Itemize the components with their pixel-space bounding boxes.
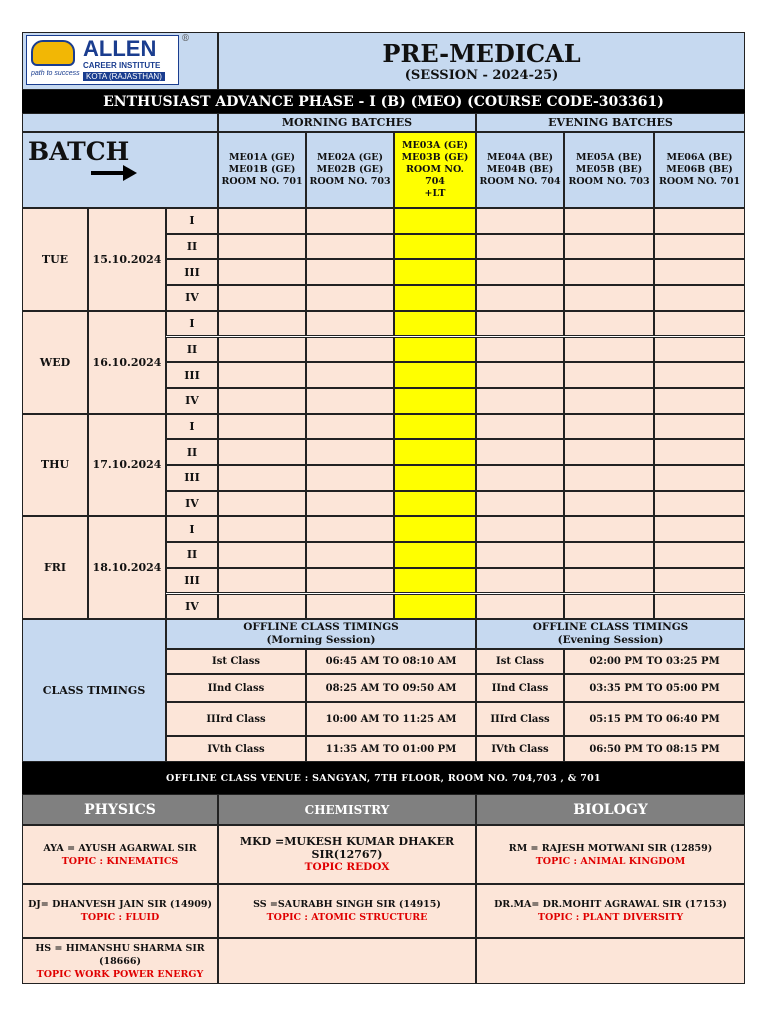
evening-time: 03:35 PM TO 05:00 PM <box>589 682 720 694</box>
evening-timings-header <box>476 619 745 649</box>
period-label: I <box>189 522 195 536</box>
subject-name: PHYSICS <box>84 801 156 818</box>
subject-header <box>476 794 745 825</box>
logo-tagline: path to success <box>31 70 80 77</box>
evening-class-time <box>564 702 745 736</box>
schedule-slot[interactable] <box>394 414 476 440</box>
schedule-slot[interactable] <box>654 516 745 542</box>
batch-line: ME06A (BE) <box>666 152 733 163</box>
faculty-topic: TOPIC : ATOMIC STRUCTURE <box>266 912 428 923</box>
faculty-cell <box>218 938 476 984</box>
faculty-cell <box>476 938 745 984</box>
evening-time: 06:50 PM TO 08:15 PM <box>589 743 720 755</box>
schedule-slot[interactable] <box>394 491 476 517</box>
schedule-slot[interactable] <box>564 414 654 440</box>
schedule-slot[interactable] <box>476 234 564 260</box>
schedule-slot[interactable] <box>654 439 745 465</box>
class-name: IIIrd Class <box>490 713 550 725</box>
day-name: THU <box>40 458 70 472</box>
schedule-slot[interactable] <box>476 542 564 568</box>
schedule-slot[interactable] <box>218 208 306 234</box>
schedule-slot[interactable] <box>564 516 654 542</box>
period-label: III <box>184 368 200 382</box>
schedule-slot[interactable] <box>476 208 564 234</box>
class-name: IVth Class <box>491 743 549 755</box>
schedule-slot[interactable] <box>306 516 394 542</box>
subject-header <box>22 794 218 825</box>
schedule-slot[interactable] <box>476 414 564 440</box>
evening-class-time <box>564 674 745 702</box>
batch-line: ME03B (GE) <box>401 152 469 163</box>
schedule-slot[interactable] <box>476 362 564 388</box>
venue-text: OFFLINE CLASS VENUE : SANGYAN, 7TH FLOOR, ROOM NO. 704,703 , & 701 <box>166 772 601 784</box>
schedule-slot[interactable] <box>654 388 745 414</box>
morning-class-time <box>306 649 476 674</box>
venue-banner <box>22 762 745 794</box>
period-cell <box>166 285 218 311</box>
schedule-slot[interactable] <box>476 259 564 285</box>
schedule-slot[interactable] <box>306 491 394 517</box>
evening-class-time <box>564 649 745 674</box>
faculty-topic: TOPIC : KINEMATICS <box>61 855 179 867</box>
faculty-cell <box>476 825 745 884</box>
faculty-name: MKD =MUKESH KUMAR DHAKER SIR(12767) <box>239 835 455 861</box>
date-text: 15.10.2024 <box>92 252 162 266</box>
period-cell <box>166 439 218 465</box>
course-banner-text: ENTHUSIAST ADVANCE PHASE - I (B) (MEO) (COURSE CODE-303361) <box>103 93 664 110</box>
period-cell <box>166 465 218 491</box>
schedule-slot[interactable] <box>394 337 476 363</box>
class-name: IInd Class <box>491 682 549 694</box>
schedule-slot[interactable] <box>564 568 654 594</box>
day-cell <box>22 516 88 619</box>
schedule-slot[interactable] <box>654 465 745 491</box>
evening-class-name <box>476 674 564 702</box>
period-cell <box>166 414 218 440</box>
period-label: III <box>184 265 200 279</box>
schedule-slot[interactable] <box>394 542 476 568</box>
evening-class-name <box>476 702 564 736</box>
faculty-topic: TOPIC : ANIMAL KINGDOM <box>535 855 686 867</box>
batch-line: ME04A (BE) <box>487 152 553 163</box>
schedule-slot[interactable] <box>218 362 306 388</box>
schedule-slot[interactable] <box>564 234 654 260</box>
schedule-slot[interactable] <box>394 285 476 311</box>
logo-brand: ALLEN <box>83 36 157 61</box>
schedule-slot[interactable] <box>476 337 564 363</box>
schedule-slot[interactable] <box>394 516 476 542</box>
schedule-slot[interactable] <box>306 285 394 311</box>
morning-timings-subtitle: (Morning Session) <box>266 634 376 646</box>
morning-time: 06:45 AM TO 08:10 AM <box>325 656 457 667</box>
schedule-slot[interactable] <box>476 465 564 491</box>
batch-line: ROOM NO. 704 <box>406 164 464 187</box>
schedule-slot[interactable] <box>394 439 476 465</box>
period-label: I <box>189 419 195 433</box>
class-name: Ist Class <box>212 656 260 667</box>
schedule-slot[interactable] <box>306 388 394 414</box>
period-cell <box>166 594 218 620</box>
batch-line: ME01A (GE) <box>229 152 295 163</box>
faculty-cell <box>22 825 218 884</box>
morning-class-name <box>166 736 306 762</box>
schedule-slot[interactable] <box>564 594 654 620</box>
schedule-slot[interactable] <box>476 491 564 517</box>
allen-logo <box>26 35 179 85</box>
period-cell <box>166 542 218 568</box>
batch-line: ROOM NO. 701 <box>658 176 741 187</box>
faculty-cell <box>218 825 476 884</box>
arrow-right-icon <box>91 165 139 185</box>
faculty-cell <box>218 884 476 938</box>
morning-class-name <box>166 674 306 702</box>
page-title: PRE-MEDICAL <box>382 39 581 68</box>
schedule-slot[interactable] <box>218 337 306 363</box>
course-banner <box>22 90 745 113</box>
schedule-slot[interactable] <box>476 388 564 414</box>
batch-header-4 <box>476 132 564 208</box>
period-cell <box>166 208 218 234</box>
schedule-slot[interactable] <box>564 259 654 285</box>
day-name: FRI <box>43 561 67 575</box>
period-cell <box>166 568 218 594</box>
evening-timings-subtitle: (Evening Session) <box>557 634 664 646</box>
period-cell <box>166 259 218 285</box>
class-name: Ist Class <box>496 656 544 667</box>
morning-class-time <box>306 674 476 702</box>
morning-timings-header <box>166 619 476 649</box>
day-cell <box>22 208 88 311</box>
schedule-slot[interactable] <box>218 542 306 568</box>
period-label: IV <box>185 394 199 408</box>
schedule-slot[interactable] <box>394 234 476 260</box>
schedule-slot[interactable] <box>218 311 306 337</box>
faculty-topic: TOPIC : FLUID <box>80 912 160 923</box>
schedule-slot[interactable] <box>306 542 394 568</box>
schedule-slot[interactable] <box>306 234 394 260</box>
faculty-topic: TOPIC WORK POWER ENERGY <box>36 968 204 980</box>
batch-line: ROOM NO. 703 <box>309 176 391 187</box>
period-label: II <box>186 548 198 562</box>
period-label: I <box>189 214 195 228</box>
batch-top-spacer <box>22 113 218 132</box>
schedule-slot[interactable] <box>218 285 306 311</box>
batch-label-cell <box>22 132 218 208</box>
batch-line: ME05B (BE) <box>575 164 643 175</box>
period-cell <box>166 516 218 542</box>
schedule-slot[interactable] <box>394 465 476 491</box>
morning-time: 11:35 AM TO 01:00 PM <box>325 743 457 755</box>
schedule-slot[interactable] <box>218 388 306 414</box>
evening-time: 02:00 PM TO 03:25 PM <box>589 656 720 667</box>
batch-header-6 <box>654 132 745 208</box>
morning-class-time <box>306 702 476 736</box>
date-cell <box>88 414 166 517</box>
schedule-slot[interactable] <box>654 542 745 568</box>
date-text: 18.10.2024 <box>92 561 162 575</box>
schedule-slot[interactable] <box>654 491 745 517</box>
schedule-slot[interactable] <box>394 388 476 414</box>
period-label: IV <box>185 291 199 305</box>
schedule-slot[interactable] <box>306 414 394 440</box>
evening-class-name <box>476 649 564 674</box>
period-label: IV <box>185 497 199 511</box>
class-name: IVth Class <box>207 743 265 755</box>
schedule-slot[interactable] <box>654 337 745 363</box>
period-label: III <box>184 471 200 485</box>
morning-class-time <box>306 736 476 762</box>
schedule-slot[interactable] <box>564 362 654 388</box>
period-label: II <box>186 445 198 459</box>
evening-class-time <box>564 736 745 762</box>
schedule-slot[interactable] <box>476 311 564 337</box>
faculty-topic: TOPIC REDOX <box>304 861 390 873</box>
schedule-slot[interactable] <box>476 594 564 620</box>
period-label: II <box>186 240 198 254</box>
class-timings-label-cell <box>22 619 166 762</box>
evening-header-text: EVENING BATCHES <box>548 116 673 129</box>
batch-line: ROOM NO. 703 <box>568 176 650 187</box>
schedule-slot[interactable] <box>654 568 745 594</box>
batch-line: ME06B (BE) <box>666 164 733 175</box>
schedule-slot[interactable] <box>654 362 745 388</box>
date-text: 16.10.2024 <box>92 355 162 369</box>
schedule-slot[interactable] <box>476 516 564 542</box>
day-cell <box>22 414 88 517</box>
schedule-slot[interactable] <box>654 285 745 311</box>
day-name: WED <box>39 355 71 369</box>
schedule-slot[interactable] <box>218 439 306 465</box>
subject-header <box>218 794 476 825</box>
schedule-slot[interactable] <box>306 311 394 337</box>
class-timings-label: CLASS TIMINGS <box>42 684 146 697</box>
owl-mascot-icon <box>31 40 75 66</box>
faculty-name: SS =SAURABH SINGH SIR (14915) <box>253 899 441 910</box>
evening-time: 05:15 PM TO 06:40 PM <box>589 713 720 725</box>
schedule-slot[interactable] <box>306 259 394 285</box>
schedule-slot[interactable] <box>218 414 306 440</box>
batch-line: ROOM NO. 704 <box>479 176 561 187</box>
faculty-name: RM = RAJESH MOTWANI SIR (12859) <box>508 842 713 854</box>
morning-batches-header <box>218 113 476 132</box>
schedule-slot[interactable] <box>306 208 394 234</box>
batch-line: ME04B (BE) <box>486 164 554 175</box>
batch-label: BATCH <box>28 137 130 166</box>
logo-line1: CAREER INSTITUTE <box>83 61 161 70</box>
schedule-slot[interactable] <box>306 594 394 620</box>
class-name: IInd Class <box>207 682 265 694</box>
subject-name: CHEMISTRY <box>304 802 390 817</box>
schedule-slot[interactable] <box>218 259 306 285</box>
period-cell <box>166 388 218 414</box>
morning-time: 10:00 AM TO 11:25 AM <box>325 713 457 725</box>
evening-timings-title: OFFLINE CLASS TIMINGS <box>532 621 689 633</box>
batch-line: ME02A (GE) <box>317 152 383 163</box>
schedule-slot[interactable] <box>218 516 306 542</box>
batch-header-5 <box>564 132 654 208</box>
schedule-slot[interactable] <box>564 311 654 337</box>
schedule-slot[interactable] <box>654 311 745 337</box>
schedule-slot[interactable] <box>564 491 654 517</box>
schedule-slot[interactable] <box>394 594 476 620</box>
faculty-cell <box>22 884 218 938</box>
schedule-slot[interactable] <box>218 594 306 620</box>
morning-header-text: MORNING BATCHES <box>281 116 413 129</box>
session-label: (SESSION - 2024-25) <box>404 68 559 83</box>
schedule-slot[interactable] <box>564 542 654 568</box>
schedule-slot[interactable] <box>654 259 745 285</box>
schedule-slot[interactable] <box>394 259 476 285</box>
faculty-name: AYA = AYUSH AGARWAL SIR <box>43 842 197 854</box>
registered-mark-icon: ® <box>181 34 190 44</box>
subject-name: BIOLOGY <box>573 801 648 818</box>
schedule-slot[interactable] <box>218 568 306 594</box>
batch-line: ROOM NO. 701 <box>221 176 303 187</box>
schedule-slot[interactable] <box>306 568 394 594</box>
date-cell <box>88 311 166 414</box>
schedule-slot[interactable] <box>394 311 476 337</box>
period-label: IV <box>185 599 199 613</box>
batch-header-2 <box>306 132 394 208</box>
date-cell <box>88 208 166 311</box>
day-cell <box>22 311 88 414</box>
morning-timings-title: OFFLINE CLASS TIMINGS <box>243 621 399 633</box>
period-cell <box>166 311 218 337</box>
schedule-slot[interactable] <box>654 414 745 440</box>
schedule-slot[interactable] <box>306 465 394 491</box>
schedule-slot[interactable] <box>564 337 654 363</box>
schedule-slot[interactable] <box>654 234 745 260</box>
morning-class-name <box>166 649 306 674</box>
period-label: III <box>184 574 200 588</box>
date-cell <box>88 516 166 619</box>
schedule-slot[interactable] <box>654 208 745 234</box>
batch-line: ME03A (GE) <box>402 140 468 151</box>
faculty-name: DR.MA= DR.MOHIT AGRAWAL SIR (17153) <box>494 899 727 910</box>
faculty-cell <box>22 938 218 984</box>
period-label: II <box>186 342 198 356</box>
batch-header-3 <box>394 132 476 208</box>
schedule-slot[interactable] <box>476 285 564 311</box>
schedule-slot[interactable] <box>394 568 476 594</box>
schedule-slot[interactable] <box>476 568 564 594</box>
faculty-cell <box>476 884 745 938</box>
schedule-slot[interactable] <box>218 234 306 260</box>
class-name: IIIrd Class <box>206 713 266 725</box>
period-cell <box>166 491 218 517</box>
schedule-slot[interactable] <box>306 337 394 363</box>
schedule-slot[interactable] <box>564 388 654 414</box>
schedule-slot[interactable] <box>394 362 476 388</box>
faculty-name: HS = HIMANSHU SHARMA SIR (18666) <box>35 942 205 967</box>
faculty-topic: TOPIC : PLANT DIVERSITY <box>537 912 684 923</box>
date-text: 17.10.2024 <box>92 458 162 472</box>
schedule-slot[interactable] <box>306 439 394 465</box>
schedule-slot[interactable] <box>564 285 654 311</box>
batch-line: ME05A (BE) <box>576 152 642 163</box>
batch-line: ME02B (GE) <box>316 164 384 175</box>
evening-class-name <box>476 736 564 762</box>
faculty-name: DJ= DHANVESH JAIN SIR (14909) <box>28 899 212 910</box>
schedule-slot[interactable] <box>306 362 394 388</box>
schedule-slot[interactable] <box>564 208 654 234</box>
period-label: I <box>189 317 195 331</box>
batch-line: ME01B (GE) <box>228 164 296 175</box>
batch-line: +LT <box>424 188 446 199</box>
schedule-slot[interactable] <box>476 439 564 465</box>
schedule-slot[interactable] <box>394 208 476 234</box>
schedule-slot[interactable] <box>218 465 306 491</box>
evening-batches-header <box>476 113 745 132</box>
schedule-slot[interactable] <box>218 491 306 517</box>
schedule-slot[interactable] <box>654 594 745 620</box>
period-cell <box>166 234 218 260</box>
morning-time: 08:25 AM TO 09:50 AM <box>325 682 457 694</box>
title-area <box>218 32 745 90</box>
batch-header-1 <box>218 132 306 208</box>
day-name: TUE <box>41 252 69 266</box>
logo-line2: KOTA (RAJASTHAN) <box>83 72 165 81</box>
schedule-slot[interactable] <box>564 439 654 465</box>
schedule-slot[interactable] <box>564 465 654 491</box>
period-cell <box>166 362 218 388</box>
morning-class-name <box>166 702 306 736</box>
period-cell <box>166 337 218 363</box>
